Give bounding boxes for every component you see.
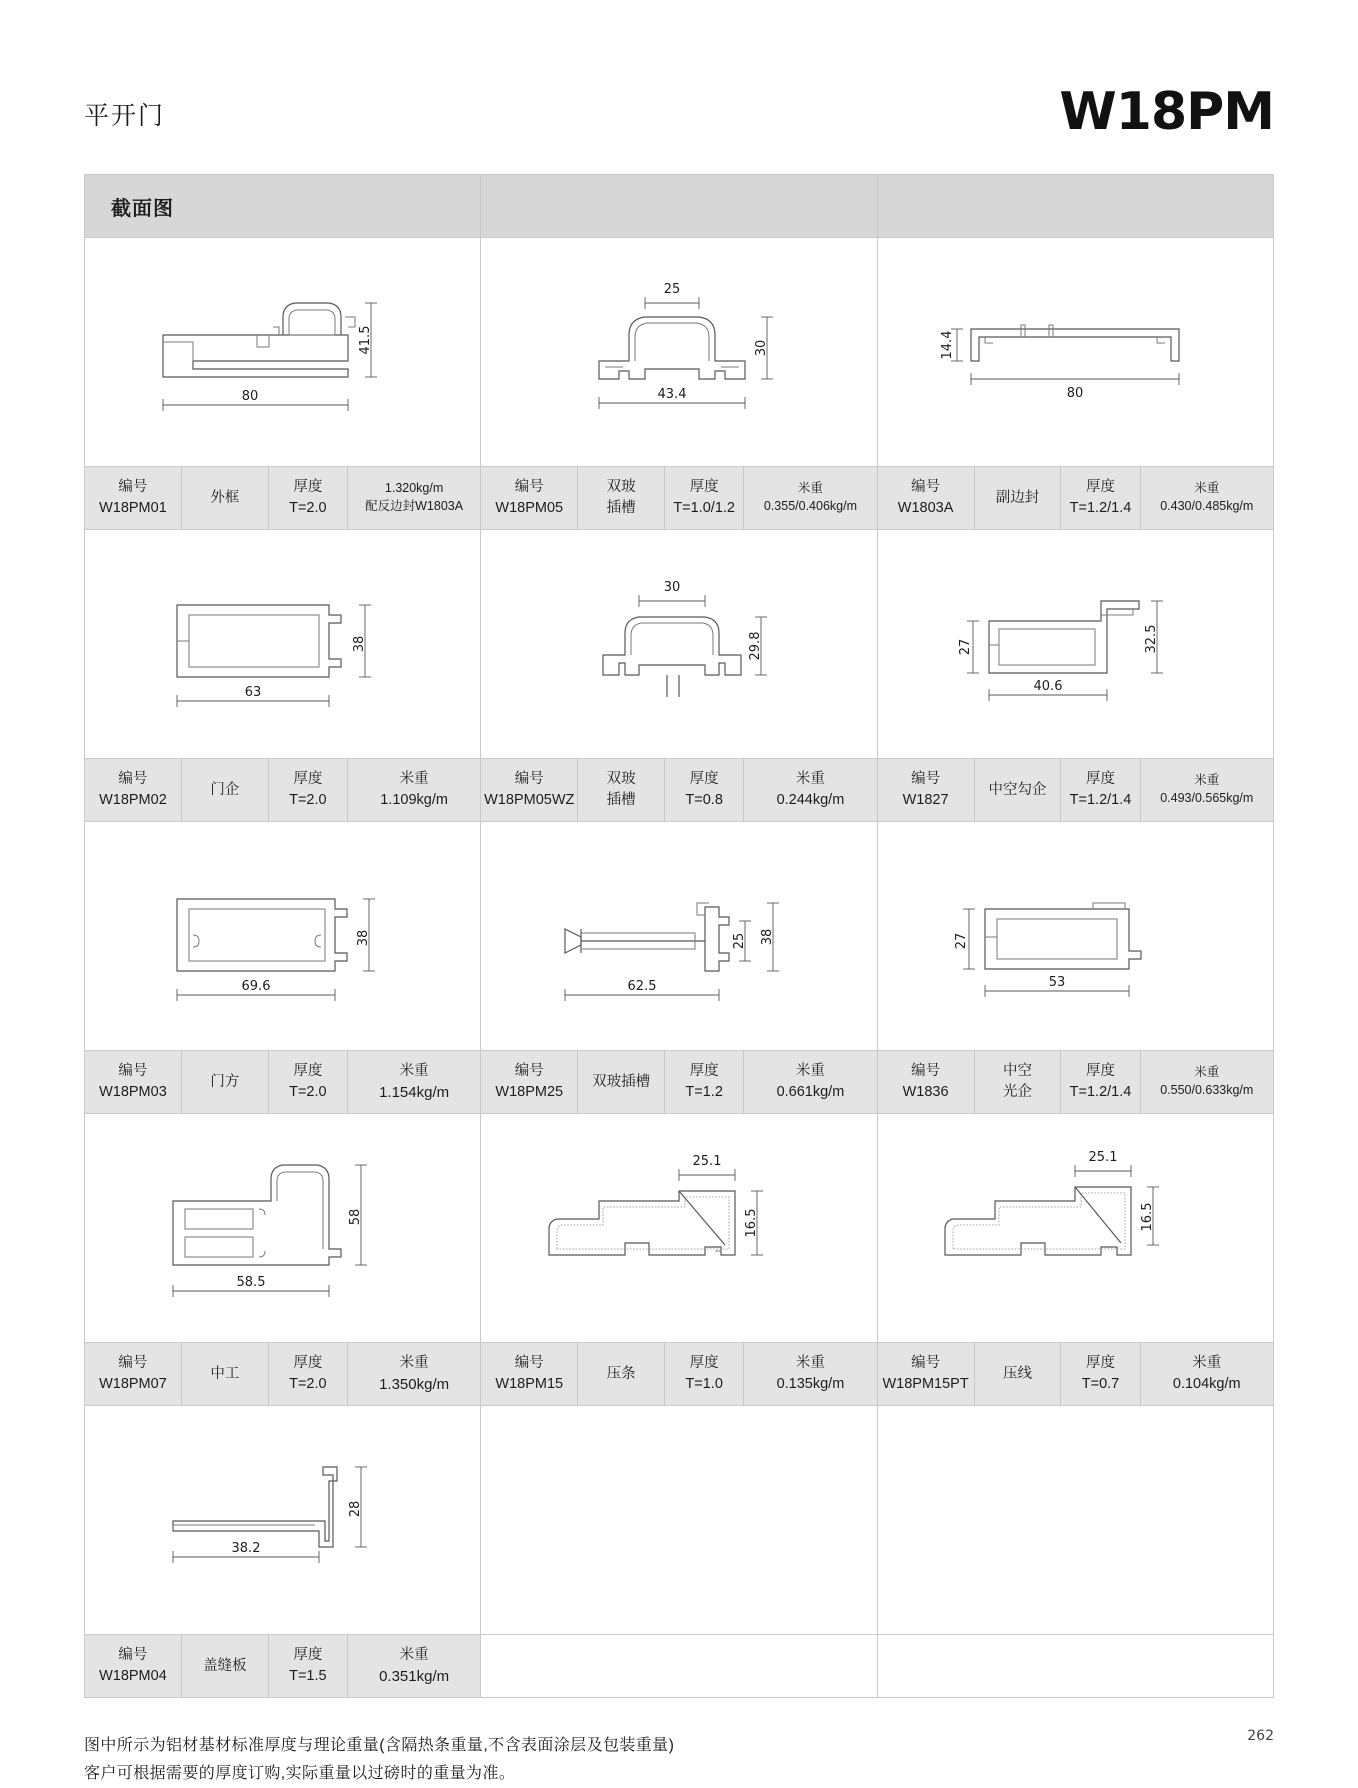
drawing-empty-2 bbox=[878, 1406, 1273, 1634]
dim-h1-w18pm25: 25 bbox=[731, 932, 747, 950]
dim-width-w18pm05: 43.4 bbox=[657, 387, 687, 402]
dim-width-w18pm25: 62.5 bbox=[627, 979, 657, 994]
spec-name-w18pm05wz bbox=[578, 759, 665, 821]
spec-name-w18pm15 bbox=[578, 1343, 665, 1405]
value-weight: 0.550/0.633kg/m bbox=[1160, 1083, 1254, 1097]
value-thickness: T=0.7 bbox=[1081, 1376, 1120, 1392]
dim-width-w1803a: 80 bbox=[1067, 386, 1084, 401]
label-weight: 米重 bbox=[795, 1063, 825, 1080]
dim-height-w1803a: 14.4 bbox=[940, 330, 956, 360]
label-thickness: 厚度 bbox=[1086, 1355, 1115, 1372]
spec-name-w18pm02 bbox=[182, 759, 269, 821]
spec-code-w1836 bbox=[878, 1051, 975, 1113]
label-weight: 米重 bbox=[399, 1647, 429, 1664]
drawing-w18pm02 bbox=[85, 530, 481, 758]
label-thickness: 厚度 bbox=[293, 1063, 323, 1080]
label-thickness: 厚度 bbox=[293, 1647, 323, 1664]
value-weight: 1.154kg/m bbox=[379, 1083, 450, 1101]
dim-height-w18pm15: 16.5 bbox=[743, 1208, 759, 1238]
value-thickness: T=2.0 bbox=[289, 1084, 327, 1100]
value-name: 盖缝板 bbox=[203, 1657, 247, 1674]
value-weight: 0.135kg/m bbox=[776, 1376, 845, 1392]
spec-name-w18pm25 bbox=[578, 1051, 665, 1113]
spec-weight-w18pm05 bbox=[744, 467, 876, 529]
value-weight: 1.109kg/m bbox=[380, 792, 448, 808]
value-name-line2: 插槽 bbox=[606, 792, 636, 808]
value-code: W1836 bbox=[902, 1084, 949, 1100]
label-weight: 米重 bbox=[1192, 1355, 1222, 1372]
spec-group-w18pm01 bbox=[85, 467, 481, 529]
drawing-w1827 bbox=[878, 530, 1273, 758]
label-weight: 米重 bbox=[797, 481, 823, 496]
value-name: 中工 bbox=[210, 1365, 240, 1382]
spec-thickness-w18pm03 bbox=[269, 1051, 348, 1113]
drawing-row-5 bbox=[85, 1406, 1273, 1634]
value-thickness: T=2.0 bbox=[289, 500, 327, 516]
spec-thickness-w1836 bbox=[1061, 1051, 1140, 1113]
dim-height-w1836: 27 bbox=[954, 932, 970, 950]
value-name: 压条 bbox=[606, 1365, 636, 1382]
dim-h2-w18pm25: 38 bbox=[759, 928, 775, 946]
spec-code-w18pm05 bbox=[481, 467, 578, 529]
value-name: 双玻插槽 bbox=[592, 1073, 651, 1090]
dim-width-w18pm01: 80 bbox=[241, 389, 258, 404]
label-code: 编号 bbox=[911, 1063, 941, 1080]
spec-thickness-w18pm05 bbox=[665, 467, 744, 529]
dim-height-w18pm01: 41.5 bbox=[357, 325, 373, 355]
dim-width-w18pm03: 69.6 bbox=[241, 979, 271, 994]
label-code: 编号 bbox=[118, 771, 148, 788]
label-code: 编号 bbox=[911, 1355, 941, 1372]
value-name: 中空勾企 bbox=[988, 781, 1047, 798]
spec-group-w18pm03 bbox=[85, 1051, 481, 1113]
value-weight: 0.661kg/m bbox=[776, 1084, 845, 1100]
value-weight: 0.355/0.406kg/m bbox=[763, 499, 857, 513]
value-weight-note: 配反边封W1803A bbox=[365, 499, 464, 513]
spec-code-w1827 bbox=[878, 759, 975, 821]
drawing-w18pm01 bbox=[85, 238, 481, 466]
spec-code-w18pm04 bbox=[85, 1635, 182, 1697]
title-cell-section: 截面图 bbox=[85, 175, 481, 237]
drawing-w18pm05 bbox=[481, 238, 877, 466]
label-thickness: 厚度 bbox=[689, 771, 719, 788]
value-weight: 1.350kg/m bbox=[379, 1375, 450, 1393]
spec-name-w18pm04 bbox=[182, 1635, 269, 1697]
drawing-w1803a bbox=[878, 238, 1273, 466]
spec-weight-w18pm04 bbox=[348, 1635, 480, 1697]
dim-height-w18pm03: 38 bbox=[355, 929, 371, 947]
dim-height-w18pm07: 58 bbox=[347, 1208, 363, 1226]
label-weight: 米重 bbox=[795, 771, 825, 788]
label-weight: 米重 bbox=[1194, 481, 1220, 496]
spec-thickness-w18pm15pt bbox=[1061, 1343, 1140, 1405]
value-name: 门企 bbox=[210, 781, 240, 798]
label-weight: 米重 bbox=[399, 1063, 429, 1080]
label-thickness: 厚度 bbox=[689, 1355, 719, 1372]
page-number: 262 bbox=[1247, 1728, 1274, 1744]
drawing-w18pm05wz bbox=[481, 530, 877, 758]
spec-group-w18pm25 bbox=[481, 1051, 877, 1113]
value-weight: 0.351kg/m bbox=[379, 1667, 450, 1685]
value-thickness: T=2.0 bbox=[289, 1376, 327, 1392]
label-thickness: 厚度 bbox=[293, 771, 323, 788]
note-line-1: 图中所示为铝材基材标准厚度与理论重量(含隔热条重量,不含表面涂层及包装重量) bbox=[84, 1737, 675, 1754]
value-thickness: T=1.2/1.4 bbox=[1069, 500, 1132, 516]
title-cell-empty-1 bbox=[481, 175, 877, 237]
series-code: W18PM bbox=[1059, 82, 1274, 142]
spec-weight-w18pm02 bbox=[348, 759, 480, 821]
spec-code-w18pm07 bbox=[85, 1343, 182, 1405]
drawing-w18pm25 bbox=[481, 822, 877, 1050]
value-thickness: T=1.2 bbox=[685, 1084, 723, 1100]
spec-group-w18pm04 bbox=[85, 1635, 481, 1697]
spec-strip-2 bbox=[85, 758, 1273, 822]
spec-thickness-w18pm04 bbox=[269, 1635, 348, 1697]
dim-width-w18pm04: 38.2 bbox=[231, 1541, 261, 1556]
dim-top-w18pm05: 25 bbox=[663, 282, 681, 297]
label-thickness: 厚度 bbox=[293, 1355, 323, 1372]
value-code: W18PM25 bbox=[495, 1084, 564, 1100]
value-code: W1827 bbox=[902, 792, 949, 808]
label-thickness: 厚度 bbox=[689, 479, 719, 496]
spec-strip-1 bbox=[85, 466, 1273, 530]
spec-thickness-w18pm05wz bbox=[665, 759, 744, 821]
spec-code-w18pm05wz bbox=[481, 759, 578, 821]
label-code: 编号 bbox=[118, 1063, 148, 1080]
spec-name-w18pm03 bbox=[182, 1051, 269, 1113]
label-code: 编号 bbox=[514, 771, 544, 788]
value-thickness: T=1.2/1.4 bbox=[1069, 792, 1132, 808]
spec-weight-w1827 bbox=[1141, 759, 1273, 821]
label-weight: 米重 bbox=[399, 771, 429, 788]
drawing-w18pm15pt bbox=[878, 1114, 1273, 1342]
spec-strip-4 bbox=[85, 1342, 1273, 1406]
value-name-line2: 插槽 bbox=[606, 500, 636, 516]
drawing-w18pm04 bbox=[85, 1406, 481, 1634]
value-code: W18PM05WZ bbox=[484, 792, 575, 808]
dim-width-w18pm02: 63 bbox=[244, 685, 261, 700]
spec-code-w18pm01 bbox=[85, 467, 182, 529]
spec-thickness-w18pm15 bbox=[665, 1343, 744, 1405]
spec-strip-5 bbox=[85, 1634, 1273, 1698]
value-weight: 0.244kg/m bbox=[776, 792, 845, 808]
value-thickness: T=1.2/1.4 bbox=[1069, 1084, 1132, 1100]
value-code: W1803A bbox=[897, 500, 954, 516]
dim-width-w18pm15: 25.1 bbox=[692, 1154, 722, 1169]
spec-group-empty-2 bbox=[878, 1635, 1273, 1697]
value-name-line1: 中空 bbox=[1002, 1063, 1032, 1080]
value-code: W18PM15PT bbox=[882, 1376, 969, 1392]
drawing-row-2 bbox=[85, 530, 1273, 758]
value-code: W18PM03 bbox=[99, 1084, 167, 1100]
spec-thickness-w18pm02 bbox=[269, 759, 348, 821]
spec-code-w18pm25 bbox=[481, 1051, 578, 1113]
drawing-row-1 bbox=[85, 238, 1273, 466]
dim-h1-w1827: 27 bbox=[958, 638, 974, 656]
label-thickness: 厚度 bbox=[293, 479, 323, 496]
page-header bbox=[0, 0, 1358, 142]
spec-group-w1827 bbox=[878, 759, 1273, 821]
label-thickness: 厚度 bbox=[1086, 479, 1115, 496]
spec-code-w18pm03 bbox=[85, 1051, 182, 1113]
spec-name-w1803a bbox=[975, 467, 1062, 529]
label-code: 编号 bbox=[514, 1063, 544, 1080]
value-weight: 0.430/0.485kg/m bbox=[1160, 499, 1254, 513]
spec-group-w18pm07 bbox=[85, 1343, 481, 1405]
profile-table bbox=[84, 174, 1274, 1698]
label-weight: 米重 bbox=[1194, 1065, 1220, 1080]
spec-weight-w18pm05wz bbox=[744, 759, 876, 821]
spec-thickness-w18pm01 bbox=[269, 467, 348, 529]
spec-weight-w18pm07 bbox=[348, 1343, 480, 1405]
value-name: 外框 bbox=[210, 489, 240, 506]
spec-weight-w18pm15pt bbox=[1141, 1343, 1273, 1405]
drawing-w18pm07 bbox=[85, 1114, 481, 1342]
label-code: 编号 bbox=[514, 1355, 544, 1372]
spec-thickness-w1803a bbox=[1061, 467, 1140, 529]
spec-weight-w18pm03 bbox=[348, 1051, 480, 1113]
dim-height-w18pm02: 38 bbox=[351, 635, 367, 653]
label-code: 编号 bbox=[118, 1647, 148, 1664]
spec-group-w18pm15 bbox=[481, 1343, 877, 1405]
value-thickness: T=1.0/1.2 bbox=[673, 500, 735, 516]
dim-height-w18pm15pt: 16.5 bbox=[1140, 1202, 1156, 1232]
value-code: W18PM15 bbox=[495, 1376, 564, 1392]
value-code: W18PM05 bbox=[495, 500, 564, 516]
spec-name-w1836 bbox=[975, 1051, 1062, 1113]
label-thickness: 厚度 bbox=[1086, 771, 1115, 788]
spec-name-w18pm01 bbox=[182, 467, 269, 529]
spec-weight-w18pm25 bbox=[744, 1051, 876, 1113]
title-cell-empty-2 bbox=[878, 175, 1273, 237]
value-name: 副边封 bbox=[995, 489, 1040, 506]
label-code: 编号 bbox=[911, 479, 941, 496]
spec-weight-w1803a bbox=[1141, 467, 1273, 529]
drawing-row-4 bbox=[85, 1114, 1273, 1342]
value-code: W18PM04 bbox=[99, 1668, 167, 1684]
drawing-w1836 bbox=[878, 822, 1273, 1050]
footer-notes bbox=[84, 1732, 1274, 1788]
spec-group-w18pm05wz bbox=[481, 759, 877, 821]
value-name: 门方 bbox=[210, 1073, 240, 1090]
value-code: W18PM01 bbox=[99, 500, 167, 516]
spec-group-w18pm05 bbox=[481, 467, 877, 529]
note-line-2: 客户可根据需要的厚度订购,实际重量以过磅时的重量为准。 bbox=[84, 1765, 516, 1782]
drawing-w18pm03 bbox=[85, 822, 481, 1050]
spec-code-w18pm15 bbox=[481, 1343, 578, 1405]
label-code: 编号 bbox=[118, 1355, 148, 1372]
spec-group-empty-1 bbox=[481, 1635, 877, 1697]
spec-thickness-w18pm25 bbox=[665, 1051, 744, 1113]
spec-group-w18pm15pt bbox=[878, 1343, 1273, 1405]
dim-width-w1827: 40.6 bbox=[1033, 679, 1063, 694]
spec-code-w18pm02 bbox=[85, 759, 182, 821]
spec-thickness-w18pm07 bbox=[269, 1343, 348, 1405]
dim-height-w18pm05wz: 29.8 bbox=[747, 631, 763, 661]
value-thickness: T=0.8 bbox=[685, 792, 723, 808]
spec-thickness-w1827 bbox=[1061, 759, 1140, 821]
spec-weight-w1836 bbox=[1141, 1051, 1273, 1113]
spec-code-w18pm15pt bbox=[878, 1343, 975, 1405]
label-thickness: 厚度 bbox=[1086, 1063, 1115, 1080]
dim-width-w1836: 53 bbox=[1049, 975, 1066, 990]
dim-height-w18pm04: 28 bbox=[347, 1500, 363, 1518]
dim-top-w18pm05wz: 30 bbox=[663, 580, 681, 595]
label-code: 编号 bbox=[911, 771, 941, 788]
dim-height-w18pm05: 30 bbox=[753, 339, 769, 357]
dim-width-w18pm07: 58.5 bbox=[236, 1275, 266, 1290]
table-title-band bbox=[85, 175, 1273, 238]
dim-width-w18pm15pt: 25.1 bbox=[1088, 1150, 1118, 1165]
value-code: W18PM07 bbox=[99, 1376, 167, 1392]
spec-weight-w18pm01 bbox=[348, 467, 480, 529]
drawing-row-3 bbox=[85, 822, 1273, 1050]
label-weight: 米重 bbox=[399, 1355, 429, 1372]
value-name: 压线 bbox=[1002, 1365, 1032, 1382]
spec-group-w1836 bbox=[878, 1051, 1273, 1113]
spec-code-w1803a bbox=[878, 467, 975, 529]
value-thickness: T=1.0 bbox=[685, 1376, 723, 1392]
spec-name-w18pm15pt bbox=[975, 1343, 1062, 1405]
spec-group-w18pm02 bbox=[85, 759, 481, 821]
value-weight: 1.320kg/m bbox=[384, 481, 444, 496]
spec-name-w1827 bbox=[975, 759, 1062, 821]
drawing-w18pm15 bbox=[481, 1114, 877, 1342]
dim-h2-w1827: 32.5 bbox=[1144, 624, 1160, 654]
category-title: 平开门 bbox=[84, 102, 166, 130]
value-thickness: T=1.5 bbox=[289, 1668, 327, 1684]
label-weight: 米重 bbox=[795, 1355, 825, 1372]
drawing-empty-1 bbox=[481, 1406, 877, 1634]
spec-strip-3 bbox=[85, 1050, 1273, 1114]
value-code: W18PM02 bbox=[99, 792, 167, 808]
value-weight: 0.104kg/m bbox=[1172, 1376, 1241, 1392]
label-code: 编号 bbox=[514, 479, 544, 496]
spec-group-w1803a bbox=[878, 467, 1273, 529]
value-name-line1: 双玻 bbox=[606, 479, 636, 496]
label-code: 编号 bbox=[118, 479, 148, 496]
value-thickness: T=2.0 bbox=[289, 792, 327, 808]
label-thickness: 厚度 bbox=[689, 1063, 719, 1080]
value-name-line1: 双玻 bbox=[606, 771, 636, 788]
value-weight: 0.493/0.565kg/m bbox=[1160, 791, 1254, 805]
spec-name-w18pm05 bbox=[578, 467, 665, 529]
label-weight: 米重 bbox=[1194, 773, 1220, 788]
spec-weight-w18pm15 bbox=[744, 1343, 876, 1405]
spec-name-w18pm07 bbox=[182, 1343, 269, 1405]
value-name-line2: 光企 bbox=[1002, 1084, 1032, 1100]
